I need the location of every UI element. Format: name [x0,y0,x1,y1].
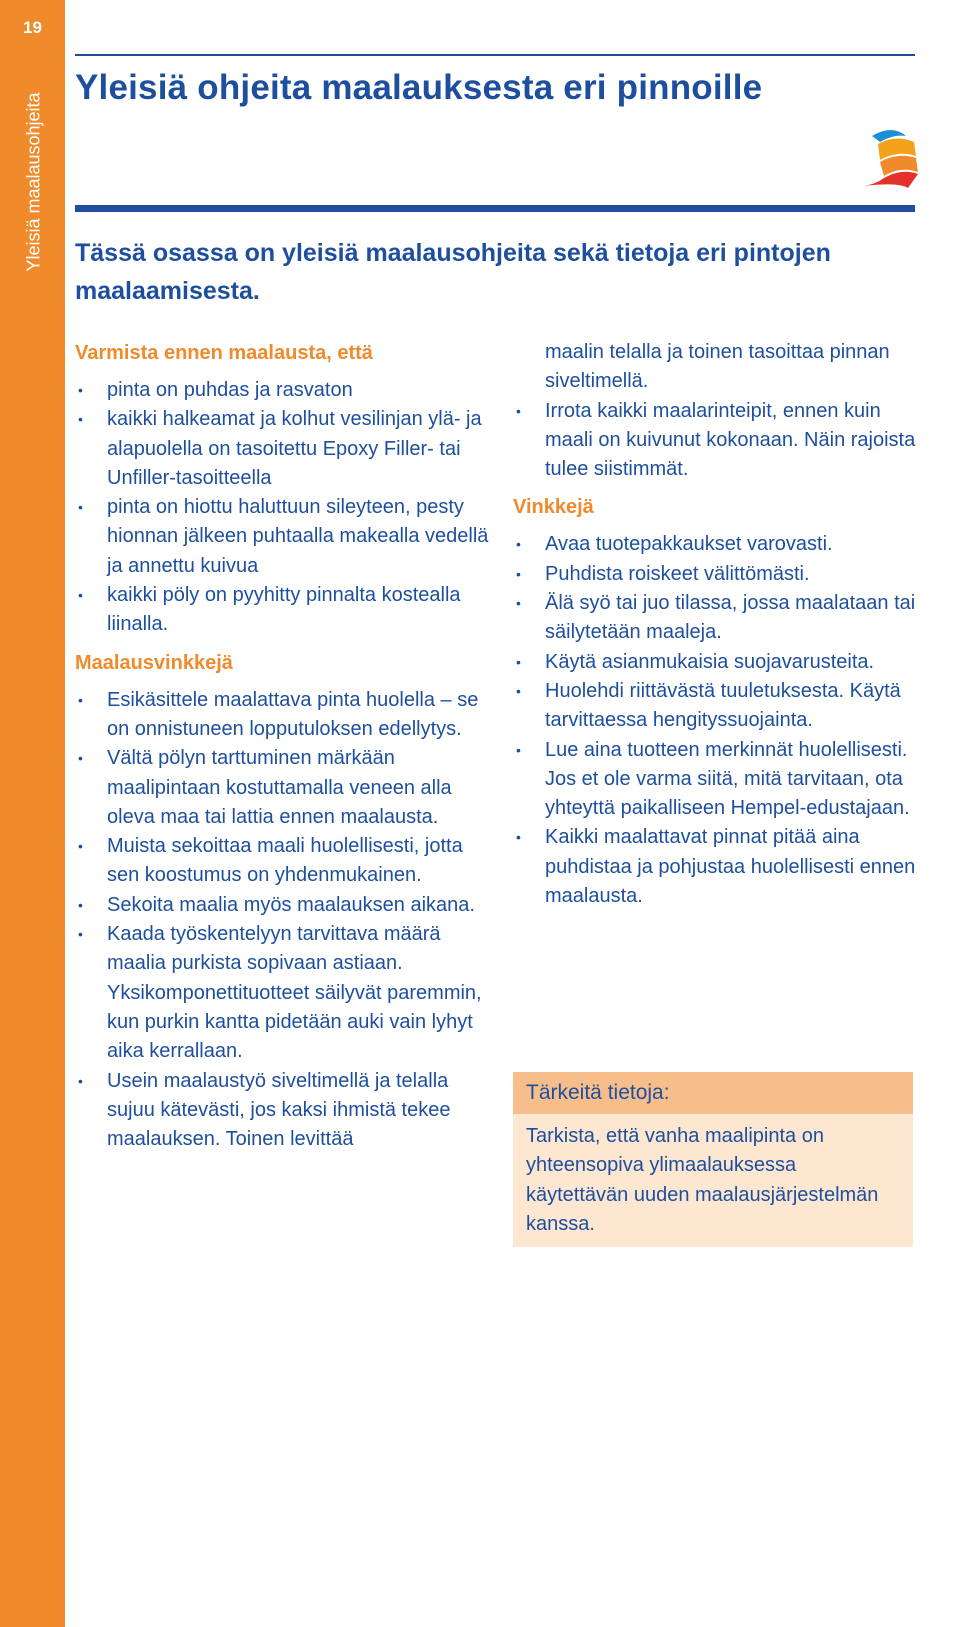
right-column [513,338,933,919]
list-item: • Vältä pölyn tarttuminen märkään maalipintaan kostuttamalla veneen alla oleva maa tai lattia ennen maalausta. [75,744,490,832]
list-item: • Esikäsittele maalattava pinta huolella – se on onnistuneen lopputuloksen edellytys. [75,686,490,745]
page-title: Yleisiä ohjeita maalauksesta eri pinnoille [75,68,763,107]
list-item: • Älä syö tai juo tilassa, jossa maalataan tai säilytetään maaleja. [513,589,933,648]
side-bar [0,0,65,1627]
info-box-heading: Tärkeitä tietoja: [513,1072,913,1114]
list-item: • Puhdista roiskeet välittömästi. [513,560,933,589]
tips-list [513,530,933,911]
list-item: • Avaa tuotepakkaukset varovasti. [513,530,933,559]
list-item: • Lue aina tuotteen merkinnät huolellisesti. Jos et ole varma siitä, mitä tarvitaan, ota yhteyttä paikalliseen Hempel-edustajaan. [513,736,933,824]
left-column [75,338,490,1162]
list-item: • Muista sekoittaa maali huolellisesti, jotta sen koostumus on yhdenmukainen. [75,832,490,891]
check-list [75,376,490,640]
section-heading-tips: Vinkkejä [513,496,594,519]
list-item: • kaikki pöly on pyyhitty pinnalta kostealla liinalla. [75,581,490,640]
list-item: • Käytä asianmukaisia suojavarusteita. [513,648,933,677]
section-heading-check: Varmista ennen maalausta, että [75,342,373,364]
bottom-rule [75,205,915,212]
painting-tips-list [75,686,490,1155]
list-item: • Irrota kaikki maalarinteipit, ennen kuin maali on kuivunut kokonaan. Näin rajoista tulee siistimmät. [513,397,933,485]
list-item: • Sekoita maalia myös maalauksen aikana. [75,891,490,920]
important-info-box [513,1072,913,1247]
section-heading-painting-tips: Maalausvinkkejä [75,651,233,674]
continued-text: maalin telalla ja toinen tasoittaa pinnan siveltimellä. [545,341,890,393]
top-rule [75,54,915,56]
page-number: 19 [23,17,42,37]
list-item: • Usein maalaustyö siveltimellä ja telalla sujuu kätevästi, jos kaksi ihmistä tekee maalauksen. Toinen levittää [75,1067,490,1155]
intro-text: Tässä osassa on yleisiä maalausohjeita sekä tietoja eri pintojen maalaamisesta. [75,239,831,305]
list-item: • Kaada työskentelyyn tarvittava määrä maalia purkista sopivaan astiaan. Yksikomponettituotteet säilyvät paremmin, kun purkin kantta pidetään auki vain lyhyt aika kerrallaan. [75,920,490,1066]
continued-list [513,397,933,485]
list-item: • pinta on hiottu haluttuun sileyteen, pesty hionnan jälkeen puhtaalla makealla vedellä ja annettu kuivua [75,493,490,581]
list-item: • kaikki halkeamat ja kolhut vesilinjan ylä- ja alapuolella on tasoitettu Epoxy Filler- tai Unfiller-tasoitteella [75,405,490,493]
info-box-text: Tarkista, että vanha maalipinta on yhteensopiva ylimaalauksessa käytettävän uuden maalausjärjestelmän kanssa. [526,1125,879,1235]
list-item: • Huolehdi riittävästä tuuletuksesta. Käytä tarvittaessa hengityssuojainta. [513,677,933,736]
page-number-box [0,0,65,55]
list-item: • Kaikki maalattavat pinnat pitää aina puhdistaa ja pohjustaa huolellisesti ennen maalausta. [513,823,933,911]
list-item: • pinta on puhdas ja rasvaton [75,376,490,405]
side-label: Yleisiä maalausohjeita [23,92,44,272]
sail-logo-icon [858,126,920,190]
